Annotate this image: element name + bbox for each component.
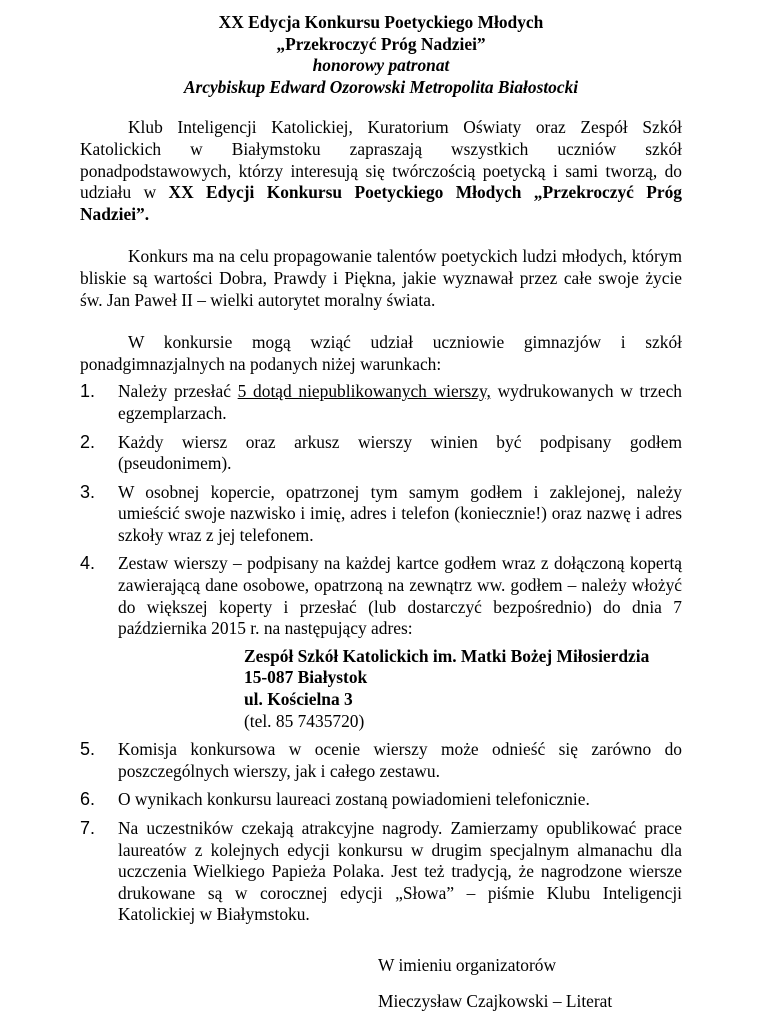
- rule-item: [80, 789, 682, 811]
- rule-text-underlined: 5 dotąd niepublikowanych wierszy,: [237, 381, 491, 402]
- address-phone: (tel. 85 7435720): [244, 710, 365, 731]
- contest-title: XX Edycja Konkursu Poetyckiego Młodych: [218, 12, 544, 32]
- address-school: Zespół Szkół Katolickich im. Matki Bożej Miłosierdzia: [244, 645, 650, 666]
- contest-motto: „Przekroczyć Próg Nadziei”: [276, 33, 486, 54]
- rule-item: [80, 818, 682, 926]
- mailing-address: [244, 646, 682, 732]
- intro-paragraph: [80, 117, 682, 225]
- rule-number: 4.: [80, 553, 96, 574]
- signature-block: [378, 955, 682, 1012]
- rule-text: Na uczestników czekają atrakcyjne nagrody. Zamierzamy opublikować prace laureatów z kolejnych edycji konkursu w drugim specjalnym almanachu dla uczczenia Wielkiego Papieża Polaka. Jest też tradycją, że nagrodzone wiersze drukowane są w corocznej edycji „Słowa” – piśmie Klubu Inteligencji Katolickiej w Białymstoku.: [118, 818, 682, 925]
- rule-item: [80, 381, 682, 424]
- rule-item: [80, 553, 682, 732]
- intro-text: Klub Inteligencji Katolickiej, Kuratorium Oświaty oraz Zespół Szkół Katolickich w Białymstoku zapraszają wszystkich uczniów szkół ponadpodstawowych, którzy interesują się twórczością poetycką i sami tworzą, do udziału w: [80, 117, 682, 203]
- rule-item: [80, 739, 682, 782]
- rule-text: Należy przesłać: [118, 381, 238, 402]
- rule-number: 6.: [80, 789, 96, 810]
- rule-number: 7.: [80, 818, 96, 838]
- rule-number: 3.: [80, 481, 96, 502]
- rule-number: 2.: [80, 431, 96, 452]
- signature-author: Mieczysław Czajkowski – Literat: [378, 990, 613, 1011]
- rule-item: [80, 482, 682, 547]
- document-header: [80, 12, 682, 98]
- patronage-label: honorowy patronat: [312, 55, 450, 76]
- rule-text: Zestaw wierszy – podpisany na każdej kartce godłem wraz z dołączoną kopertą zawierającą dane osobowe, opatrzoną na zewnątrz ww. godłem – należy włożyć do większej koperty i przesłać (lub dostarczyć bezpośrednio) do dnia 7 października 2015 r. na następujący adres:: [118, 553, 682, 639]
- rule-item: [80, 432, 682, 475]
- rule-text: W osobnej kopercie, opatrzonej tym samym godłem i zaklejonej, należy umieścić swoje nazwisko i imię, adres i telefon (koniecznie!) oraz nazwę i adres szkoły wraz z jej telefonem.: [118, 481, 682, 545]
- rule-number: 1.: [80, 381, 96, 402]
- intro-contest-name: XX Edycji Konkursu Poetyckiego Młodych „Przekroczyć Próg Nadziei”.: [80, 182, 682, 224]
- rule-text: wydrukowanych w trzech egzemplarzach.: [118, 381, 682, 423]
- rules-list: [80, 381, 682, 926]
- rule-text: Każdy wiersz oraz arkusz wierszy winien być podpisany godłem (pseudonimem).: [118, 431, 682, 474]
- goal-paragraph: Konkurs ma na celu propagowanie talentów poetyckich ludzi młodych, którym bliskie są wartości Dobra, Prawdy i Piękna, jakie wyznawał przez całe swoje życie św. Jan Paweł II – wielki autorytet moralny świata.: [80, 246, 682, 310]
- rule-number: 5.: [80, 739, 96, 760]
- signature-organizers: W imieniu organizatorów: [378, 954, 557, 975]
- patron-name: Arcybiskup Edward Ozorowski Metropolita Białostocki: [183, 76, 579, 97]
- address-postal: 15-087 Białystok: [244, 667, 368, 688]
- address-street: ul. Kościelna 3: [244, 689, 353, 710]
- rule-text: O wynikach konkursu laureaci zostaną powiadomieni telefonicznie.: [118, 789, 590, 810]
- eligibility-paragraph: W konkursie mogą wziąć udział uczniowie gimnazjów i szkół ponadgimnazjalnych na podanych niżej warunkach:: [80, 332, 682, 374]
- rule-text: Komisja konkursowa w ocenie wierszy może odnieść się zarówno do poszczególnych wierszy, jak i całego zestawu.: [118, 739, 682, 781]
